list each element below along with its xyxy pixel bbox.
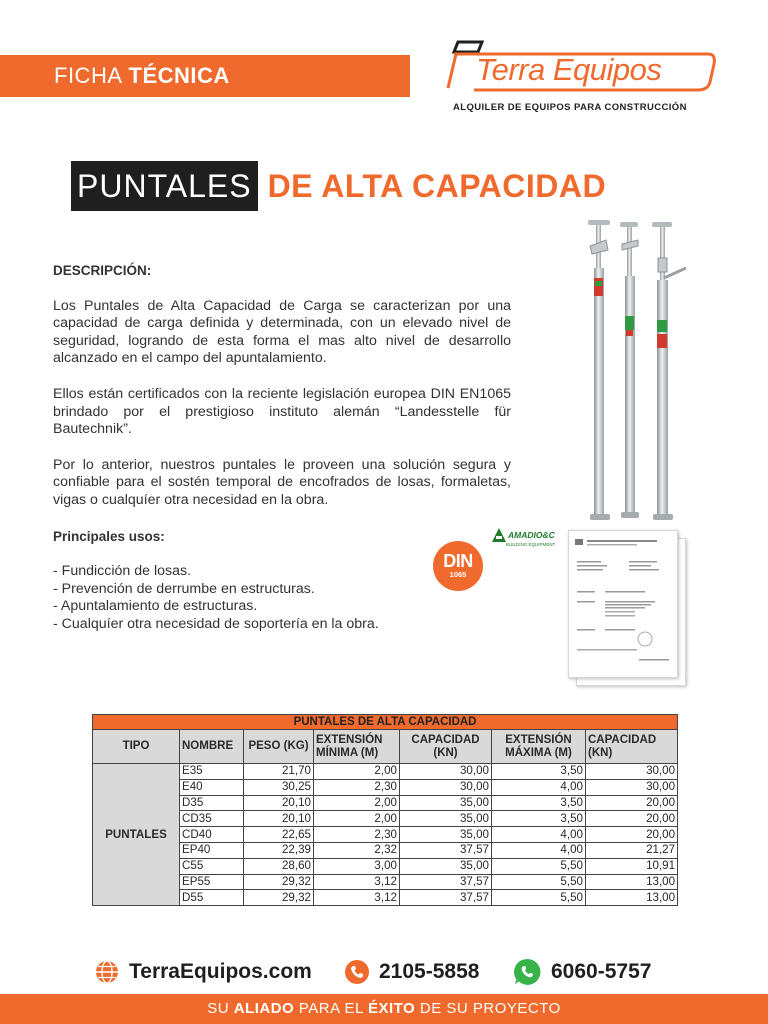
slogan-bold: ÉXITO (367, 1000, 416, 1017)
cell-cap-max: 30,00 (586, 779, 678, 795)
table-row (93, 827, 678, 843)
cell-peso: 22,65 (244, 827, 314, 843)
slogan-bold: ALIADO (233, 1000, 295, 1017)
cell-ext-min: 2,00 (314, 764, 400, 780)
cell-ext-max: 5,50 (492, 858, 586, 874)
phone-text[interactable]: 2105-5858 (379, 960, 480, 983)
cell-ext-max: 4,00 (492, 827, 586, 843)
cell-peso: 28,60 (244, 858, 314, 874)
slogan-part: SU (207, 1000, 230, 1017)
phone-contact[interactable] (345, 957, 479, 987)
cell-peso: 29,32 (244, 874, 314, 890)
website-text[interactable]: TerraEquipos.com (129, 960, 312, 983)
cell-name: D35 (180, 795, 244, 811)
certificate-content-icon (569, 531, 679, 679)
table-row (93, 779, 678, 795)
cell-ext-min: 2,30 (314, 779, 400, 795)
whatsapp-contact[interactable] (513, 957, 651, 987)
banner-label-bold: TÉCNICA (128, 63, 230, 88)
cell-ext-min: 2,32 (314, 842, 400, 858)
column-header: PESO (KG) (244, 730, 314, 764)
table-header-row (93, 730, 678, 764)
contact-footer (0, 957, 768, 987)
cell-ext-min: 3,12 (314, 890, 400, 906)
slogan-part: DE SU PROYECTO (419, 1000, 561, 1017)
cell-cap-max: 21,27 (586, 842, 678, 858)
column-header: EXTENSIÓN MÁXIMA (M) (492, 730, 586, 764)
cell-cap-max: 13,00 (586, 890, 678, 906)
cell-ext-max: 4,00 (492, 842, 586, 858)
din-1065-badge (433, 541, 483, 591)
column-header: NOMBRE (180, 730, 244, 764)
cell-cap-max: 20,00 (586, 827, 678, 843)
cell-ext-min: 3,00 (314, 858, 400, 874)
cell-ext-max: 5,50 (492, 890, 586, 906)
certificate-image (566, 528, 688, 688)
whatsapp-text[interactable]: 6060-5757 (551, 960, 652, 983)
cell-cap-min: 35,00 (400, 827, 492, 843)
table-row (93, 858, 678, 874)
cell-name: CD35 (180, 811, 244, 827)
page-title (71, 161, 606, 211)
column-header: TIPO (93, 730, 180, 764)
cell-cap-min: 35,00 (400, 795, 492, 811)
website-contact[interactable] (95, 957, 312, 987)
ficha-tecnica-banner (0, 55, 410, 97)
description-paragraph-2: Ellos están certificados con la reciente legislación europea DIN EN1065 brindado por el prestigioso instituto alemán “Landesstelle für Bautechnik”. (53, 385, 511, 438)
cell-peso: 20,10 (244, 811, 314, 827)
whatsapp-icon (513, 958, 541, 986)
cell-cap-min: 37,57 (400, 874, 492, 890)
cell-cap-max: 30,00 (586, 764, 678, 780)
description-heading: DESCRIPCIÓN: (53, 263, 152, 278)
cell-peso: 30,25 (244, 779, 314, 795)
cell-ext-max: 3,50 (492, 811, 586, 827)
cell-peso: 21,70 (244, 764, 314, 780)
list-item: - Fundicción de losas. (53, 563, 192, 580)
cell-name: E40 (180, 779, 244, 795)
cell-peso: 20,10 (244, 795, 314, 811)
cell-ext-min: 2,00 (314, 811, 400, 827)
banner-label-light: FICHA (54, 63, 123, 88)
uses-heading: Principales usos: (53, 528, 165, 544)
cell-ext-max: 5,50 (492, 874, 586, 890)
list-item: - Prevención de derrumbe en estructuras. (53, 580, 315, 597)
description-paragraph-1: Los Puntales de Alta Capacidad de Carga se caracterizan por una capacidad de carga definida y determinada, con un elevado nivel de seguridad, logrando de esta forma el mas alto nivel de desarrollo alcanzado en el campo del apuntalamiento. (53, 297, 511, 367)
slogan-part: PARA EL (298, 1000, 364, 1017)
list-item: - Cualquíer otra necesidad de soportería en la obra. (53, 615, 379, 632)
cell-name: EP55 (180, 874, 244, 890)
amadio-name: AMADIO&C (508, 530, 555, 540)
logo-tagline: ALQUILER DE EQUIPOS PARA CONSTRUCCIÓN (453, 102, 687, 113)
cell-cap-min: 35,00 (400, 811, 492, 827)
amadio-logo (490, 526, 556, 552)
table-row (93, 890, 678, 906)
column-header: CAPACIDAD (KN) (400, 730, 492, 764)
cell-ext-max: 3,50 (492, 795, 586, 811)
cell-cap-min: 30,00 (400, 764, 492, 780)
terra-equipos-logo (440, 38, 730, 118)
table-caption: PUNTALES DE ALTA CAPACIDAD (93, 715, 678, 730)
column-header: EXTENSIÓN MÍNIMA (M) (314, 730, 400, 764)
cell-ext-min: 3,12 (314, 874, 400, 890)
logo-name: Terra Equipos (476, 52, 662, 87)
cell-cap-min: 37,57 (400, 842, 492, 858)
amadio-subtitle: BUILDING EQUIPMENT (506, 542, 556, 547)
cell-name: EP40 (180, 842, 244, 858)
column-header: CAPACIDAD (KN) (586, 730, 678, 764)
phone-icon (345, 960, 369, 984)
puntales-product-image (580, 218, 690, 524)
cell-cap-max: 10,91 (586, 858, 678, 874)
cell-cap-max: 20,00 (586, 811, 678, 827)
cell-cap-min: 35,00 (400, 858, 492, 874)
cell-name: CD40 (180, 827, 244, 843)
table-row (93, 811, 678, 827)
cell-ext-max: 3,50 (492, 764, 586, 780)
cell-ext-max: 4,00 (492, 779, 586, 795)
slogan-banner (0, 994, 768, 1024)
table-row (93, 795, 678, 811)
specs-table (92, 714, 678, 906)
cell-name: E35 (180, 764, 244, 780)
cell-ext-min: 2,00 (314, 795, 400, 811)
cell-cap-min: 30,00 (400, 779, 492, 795)
table-row (93, 842, 678, 858)
title-dark-part: PUNTALES (71, 161, 258, 211)
cell-cap-max: 20,00 (586, 795, 678, 811)
title-orange-part: DE ALTA CAPACIDAD (267, 167, 607, 204)
tipo-cell: PUNTALES (93, 764, 180, 906)
description-paragraph-3: Por lo anterior, nuestros puntales le proveen una solución segura y confiable para el sostén temporal de encofrados de losas, formaletas, vigas o cualquíer otra necesidad en la obra. (53, 456, 511, 508)
din-badge-sub: 1065 (449, 570, 467, 579)
din-badge-main: DIN (443, 551, 473, 571)
cell-peso: 22,39 (244, 842, 314, 858)
table-row (93, 874, 678, 890)
table-row (93, 764, 678, 780)
cell-peso: 29,32 (244, 890, 314, 906)
cell-cap-max: 13,00 (586, 874, 678, 890)
cell-cap-min: 37,57 (400, 890, 492, 906)
cell-name: C55 (180, 858, 244, 874)
list-item: - Apuntalamiento de estructuras. (53, 598, 258, 615)
cell-name: D55 (180, 890, 244, 906)
cell-ext-min: 2,30 (314, 827, 400, 843)
globe-icon (95, 960, 119, 984)
